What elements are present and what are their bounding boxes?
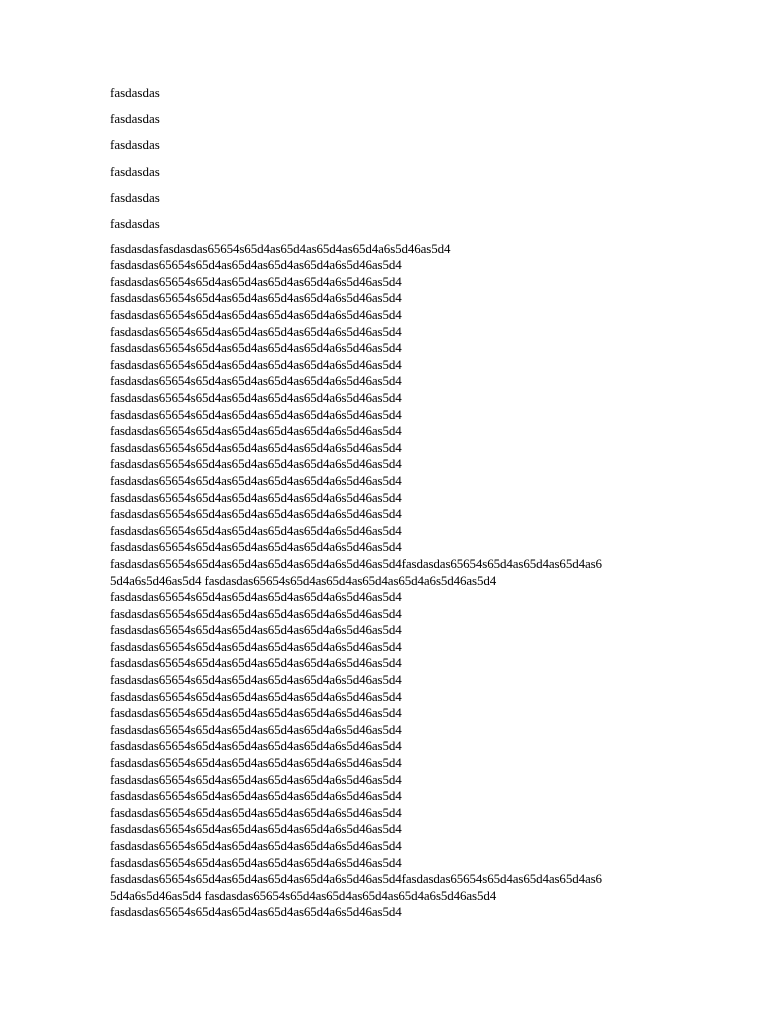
text-line: fasdasdas65654s65d4as65d4as65d4as65d4a6s5d46as5d4 xyxy=(110,307,402,322)
text-line: fasdasdas65654s65d4as65d4as65d4as65d4a6s5d46as5d4 xyxy=(110,705,402,721)
short-line: fasdasdas xyxy=(110,215,160,231)
text-line: fasdasdas65654s65d4as65d4as65d4as65d4a6s5d46as5d4 xyxy=(110,373,402,389)
short-line: fasdasdas xyxy=(110,163,160,179)
text-line: fasdasdas65654s65d4as65d4as65d4as65d4a6s5d46as5d4 xyxy=(110,672,402,688)
text-line: fasdasdas65654s65d4as65d4as65d4as65d4a6s5d46as5d4 xyxy=(110,423,402,439)
short-lines-block xyxy=(110,84,710,232)
text-line: fasdasdas65654s65d4as65d4as65d4as65d4a6s5d46as5d4 xyxy=(110,439,402,455)
text-line: fasdasdas65654s65d4as65d4as65d4as65d4a6s5d46as5d4 xyxy=(110,340,402,356)
text-line: fasdasdas65654s65d4as65d4as65d4as65d4a6s5d46as5d4 xyxy=(110,522,402,538)
text-line: fasdasdas65654s65d4as65d4as65d4as65d4a6s5d46as5d4 xyxy=(110,854,402,870)
text-line: fasdasdas65654s65d4as65d4as65d4as65d4a6s5d46as5d4 xyxy=(110,290,402,306)
text-line: fasdasdas65654s65d4as65d4as65d4as65d4a6s5d46as5d4 xyxy=(110,406,402,422)
text-line: fasdasdas65654s65d4as65d4as65d4as65d4a6s5d46as5d4 xyxy=(110,721,402,737)
text-line: fasdasdas65654s65d4as65d4as65d4as65d4a6s5d46as5d4 xyxy=(110,655,402,671)
text-line: fasdasdas65654s65d4as65d4as65d4as65d4a6s5d46as5d4 xyxy=(110,638,402,654)
text-line: fasdasdas65654s65d4as65d4as65d4as65d4a6s5d46as5d4 xyxy=(110,589,402,605)
text-line: fasdasdas65654s65d4as65d4as65d4as65d4a6s5d46as5d4 xyxy=(110,838,402,853)
text-line: fasdasdas65654s65d4as65d4as65d4as65d4a6s5d46as5d4 xyxy=(110,489,402,505)
text-line: 5d4a6s5d46as5d4 fasdasdas65654s65d4as65d4as65d4as65d4a6s5d46as5d4 xyxy=(110,887,497,903)
short-line: fasdasdas xyxy=(110,189,160,205)
text-line: fasdasdas65654s65d4as65d4as65d4as65d4a6s5d46as5d4 xyxy=(110,356,402,372)
text-line: fasdasdas65654s65d4as65d4as65d4as65d4a6s5d46as5d4 xyxy=(110,804,402,820)
document-page xyxy=(110,84,710,921)
text-line: fasdasdas65654s65d4as65d4as65d4as65d4a6s5d46as5d4 xyxy=(110,821,402,837)
short-line: fasdasdas xyxy=(110,85,160,100)
text-line: fasdasdas65654s65d4as65d4as65d4as65d4a6s5d46as5d4 xyxy=(110,771,402,787)
text-line: fasdasdas65654s65d4as65d4as65d4as65d4a6s5d46as5d4 xyxy=(110,605,402,621)
short-line: fasdasdas xyxy=(110,137,160,153)
text-line: fasdasdas65654s65d4as65d4as65d4as65d4a6s5d46as5d4 xyxy=(110,389,402,405)
text-line: fasdasdas65654s65d4as65d4as65d4as65d4a6s5d46as5d4 xyxy=(110,456,402,472)
short-line: fasdasdas xyxy=(110,111,160,127)
text-line: fasdasdas65654s65d4as65d4as65d4as65d4a6s5d46as5d4fasdasdas65654s65d4as65d4as65d4as6 xyxy=(110,555,602,571)
text-line: fasdasdas65654s65d4as65d4as65d4as65d4a6s5d46as5d4 xyxy=(110,738,402,754)
text-line: fasdasdas65654s65d4as65d4as65d4as65d4a6s5d46as5d4 xyxy=(110,788,402,804)
text-line: fasdasdas65654s65d4as65d4as65d4as65d4a6s5d46as5d4 xyxy=(110,622,402,638)
text-line: fasdasdas65654s65d4as65d4as65d4as65d4a6s5d46as5d4 xyxy=(110,904,402,920)
text-line: fasdasdas65654s65d4as65d4as65d4as65d4a6s5d46as5d4 xyxy=(110,472,402,488)
text-line: fasdasdas65654s65d4as65d4as65d4as65d4a6s5d46as5d4 xyxy=(110,539,402,555)
text-line: fasdasdasfasdasdas65654s65d4as65d4as65d4as65d4a6s5d46as5d4 xyxy=(110,240,451,256)
text-line: fasdasdas65654s65d4as65d4as65d4as65d4a6s5d46as5d4 xyxy=(110,755,402,771)
text-line: fasdasdas65654s65d4as65d4as65d4as65d4a6s5d46as5d4 xyxy=(110,323,402,339)
text-line: fasdasdas65654s65d4as65d4as65d4as65d4a6s5d46as5d4 xyxy=(110,688,402,704)
long-paragraph xyxy=(110,241,710,921)
text-line: fasdasdas65654s65d4as65d4as65d4as65d4a6s5d46as5d4 xyxy=(110,257,402,273)
text-line: fasdasdas65654s65d4as65d4as65d4as65d4a6s5d46as5d4 xyxy=(110,506,402,522)
text-line: fasdasdas65654s65d4as65d4as65d4as65d4a6s5d46as5d4fasdasdas65654s65d4as65d4as65d4as6 xyxy=(110,871,602,887)
text-line: fasdasdas65654s65d4as65d4as65d4as65d4a6s5d46as5d4 xyxy=(110,273,402,289)
text-line: 5d4a6s5d46as5d4 fasdasdas65654s65d4as65d4as65d4as65d4a6s5d46as5d4 xyxy=(110,572,497,588)
